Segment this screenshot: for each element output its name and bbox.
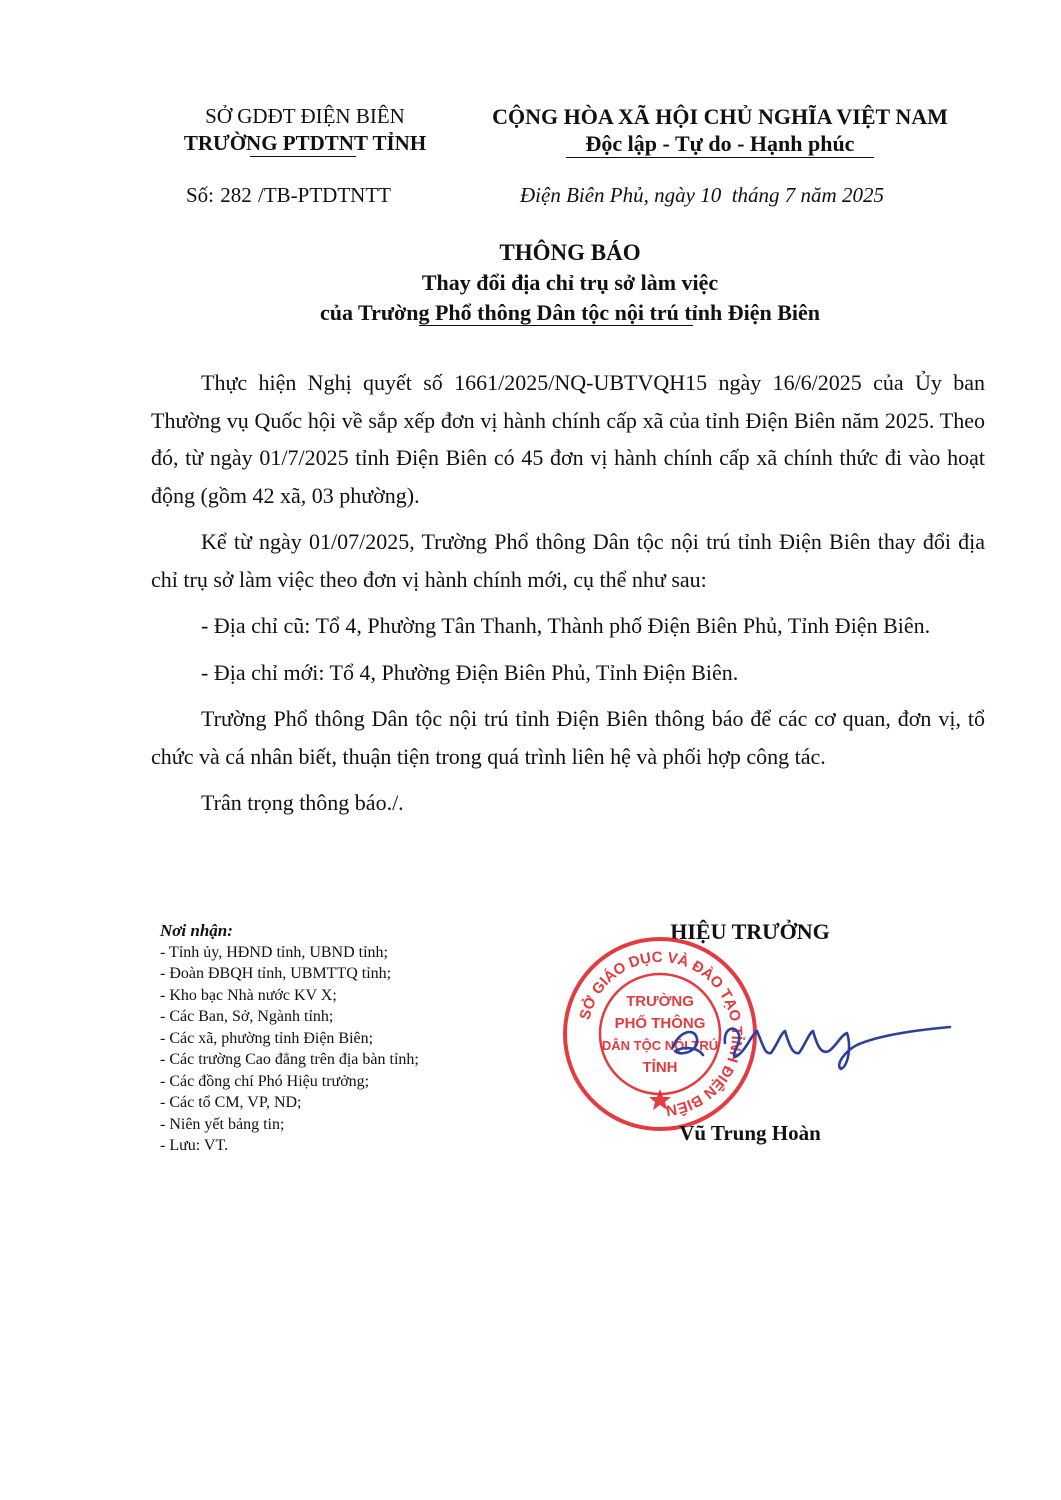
signer-name: Vũ Trung Hoàn <box>679 1121 821 1145</box>
national-title-block <box>470 103 970 157</box>
recipient-item: - Các trường Cao đẳng trên địa bàn tỉnh; <box>160 1051 419 1068</box>
motto-underline <box>566 157 874 158</box>
seal-line-4: TỈNH <box>642 1059 678 1076</box>
recipient-item: - Tỉnh ủy, HĐND tỉnh, UBND tỉnh; <box>160 943 388 961</box>
document-number <box>186 183 391 208</box>
recipients-block <box>160 920 540 1157</box>
document-subject-line-2: của Trường Phổ thông Dân tộc nội trú tỉnh Điện Biên <box>319 300 821 325</box>
doc-number-suffix: /TB-PTDTNTT <box>258 183 391 207</box>
old-address: - Địa chỉ cũ: Tổ 4, Phường Tân Thanh, Thành phố Điện Biên Phủ, Tỉnh Điện Biên. <box>201 613 931 638</box>
recipient-item: - Kho bạc Nhà nước KV X; <box>160 986 337 1004</box>
doc-number-value: 282 <box>220 183 252 207</box>
closing-line: Trân trọng thông báo./. <box>201 790 404 815</box>
signer-title: HIỆU TRƯỞNG <box>670 919 830 944</box>
recipients-list <box>160 942 540 1157</box>
new-address: - Địa chỉ mới: Tổ 4, Phường Điện Biên Phủ, Tỉnh Điện Biên. <box>201 659 739 685</box>
title-underline <box>419 325 693 326</box>
recipient-item: - Các tổ CM, VP, ND; <box>160 1094 302 1111</box>
body-paragraph-2: Kể từ ngày 01/07/2025, Trường Phổ thông Dân tộc nội trú tỉnh Điện Biên thay đổi địa chỉ trụ sở làm việc theo đơn vị hành chính mới, cụ thể như sau: <box>151 529 985 592</box>
handwritten-signature-icon <box>665 1005 955 1080</box>
seal-ring-text: SỞ GIÁO DỤC VÀ ĐÀO TẠO TỈNH ĐIỆN BIÊN <box>576 948 746 1119</box>
recipient-item: - Các đồng chí Phó Hiệu trưởng; <box>160 1072 370 1090</box>
seal-line-2: PHỔ THÔNG <box>614 1015 706 1032</box>
doc-number-prefix: Số: <box>186 183 215 207</box>
seal-line-1: TRƯỜNG <box>626 993 694 1010</box>
body-paragraph-5: Trường Phổ thông Dân tộc nội trú tỉnh Điện Biên thông báo để các cơ quan, đơn vị, tổ chức và cá nhân biết, thuận tiện trong quá trình liên hệ và phối hợp công tác. <box>151 706 985 769</box>
recipient-item: - Các xã, phường tỉnh Điện Biên; <box>160 1029 374 1047</box>
country-name: CỘNG HÒA XÃ HỘI CHỦ NGHĨA VIỆT NAM <box>492 104 948 129</box>
recipient-item: - Niên yết bảng tin; <box>160 1115 285 1133</box>
document-title-block <box>150 238 990 328</box>
recipients-title: Nơi nhận: <box>160 921 233 940</box>
recipient-item: - Đoàn ĐBQH tỉnh, UBMTTQ tỉnh; <box>160 965 392 982</box>
recipient-item: - Các Ban, Sở, Ngành tỉnh; <box>160 1008 334 1025</box>
agency-name: SỞ GDĐT ĐIỆN BIÊN <box>205 104 405 128</box>
body-paragraph-1: Thực hiện Nghị quyết số 1661/2025/NQ-UBTVQH15 ngày 16/6/2025 của Ủy ban Thường vụ Quốc hội về sắp xếp đơn vị hành chính cấp xã của tỉnh Điện Biên năm 2025. Theo đó, từ ngày 01/7/2025 tỉnh Điện Biên có 45 đơn vị hành chính cấp xã chính thức đi vào hoạt động (gồm 42 xã, 03 phường). <box>151 370 985 508</box>
national-motto: Độc lập - Tự do - Hạnh phúc <box>585 131 855 156</box>
school-name-underline <box>250 156 356 157</box>
document-type: THÔNG BÁO <box>499 240 641 265</box>
recipient-item: - Lưu: VT. <box>160 1137 229 1154</box>
issuing-agency-block <box>140 103 470 157</box>
seal-line-3: DÂN TỘC NỘI TRÚ <box>601 1038 719 1053</box>
issue-date: Điện Biên Phủ, ngày 10 tháng 7 năm 2025 <box>520 183 884 207</box>
document-body <box>151 364 985 831</box>
document-subject-line-1: Thay đổi địa chỉ trụ sở làm việc <box>421 270 719 295</box>
school-name: TRƯỜNG PTDTNT TỈNH <box>183 131 427 155</box>
